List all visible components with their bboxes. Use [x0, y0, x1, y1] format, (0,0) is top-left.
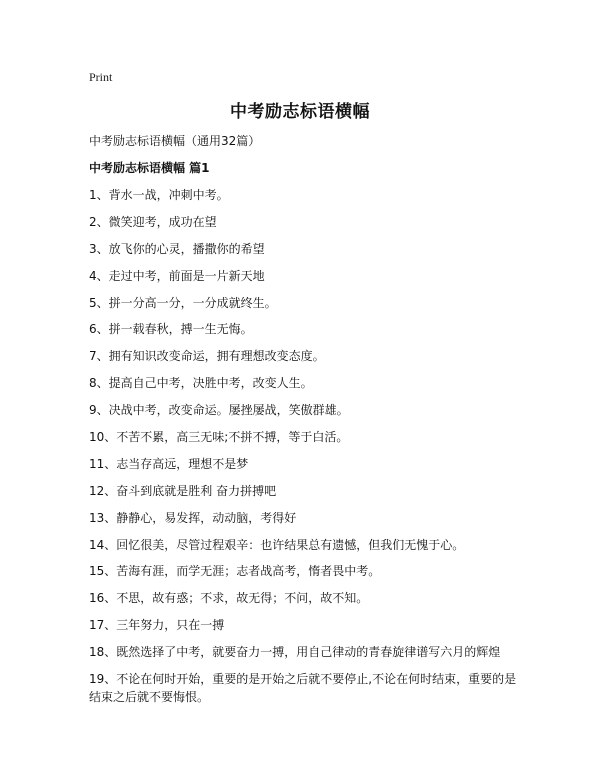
slogan-item: 4、走过中考，前面是一片新天地 — [89, 268, 265, 283]
slogan-item: 11、志当存高远，理想不是梦 — [89, 456, 249, 471]
slogan-item: 8、提高自己中考，决胜中考，改变人生。 — [89, 376, 313, 391]
document-title: 中考励志标语横幅 — [230, 102, 370, 122]
slogan-item: 9、决战中考，改变命运。屡挫屡战，笑傲群雄。 — [89, 403, 349, 418]
slogan-item: 13、静静心，易发挥，动动脑，考得好 — [89, 510, 297, 525]
slogan-item: 5、拼一分高一分，一分成就终生。 — [89, 295, 277, 310]
slogan-item: 7、拥有知识改变命运，拥有理想改变态度。 — [89, 349, 325, 364]
print-label: Print — [89, 70, 113, 84]
slogan-item: 16、不思，故有惑；不求，故无得；不问，故不知。 — [89, 591, 369, 606]
slogan-item: 17、三年努力，只在一搏 — [89, 618, 225, 633]
slogan-item: 3、放飞你的心灵，播撒你的希望 — [89, 241, 265, 256]
section-heading: 中考励志标语横幅 篇1 — [89, 161, 210, 175]
slogan-item: 18、既然选择了中考，就要奋力一搏，用自己律动的青春旋律谱写六月的辉煌 — [89, 645, 501, 660]
slogan-item: 10、不苦不累，高三无味;不拼不搏，等于白活。 — [89, 430, 349, 445]
slogan-list — [89, 186, 519, 715]
slogan-item: 6、拼一载春秋，搏一生无悔。 — [89, 322, 253, 337]
slogan-item: 2、微笑迎考，成功在望 — [89, 214, 217, 229]
document-subtitle: 中考励志标语横幅（通用32篇） — [89, 134, 261, 148]
slogan-item: 14、回忆很美，尽管过程艰辛：也许结果总有遗憾，但我们无愧于心。 — [89, 537, 465, 552]
slogan-item: 1、背水一战，冲刺中考。 — [89, 188, 229, 202]
slogan-item: 15、苦海有涯，而学无涯；志者战高考，惰者畏中考。 — [89, 564, 381, 579]
slogan-item: 19、不论在何时开始，重要的是开始之后就不要停止,不论在何时结束，重要的是结束之后就不要悔恨。 — [89, 672, 517, 705]
slogan-item: 12、奋斗到底就是胜利 奋力拼搏吧 — [89, 483, 277, 498]
